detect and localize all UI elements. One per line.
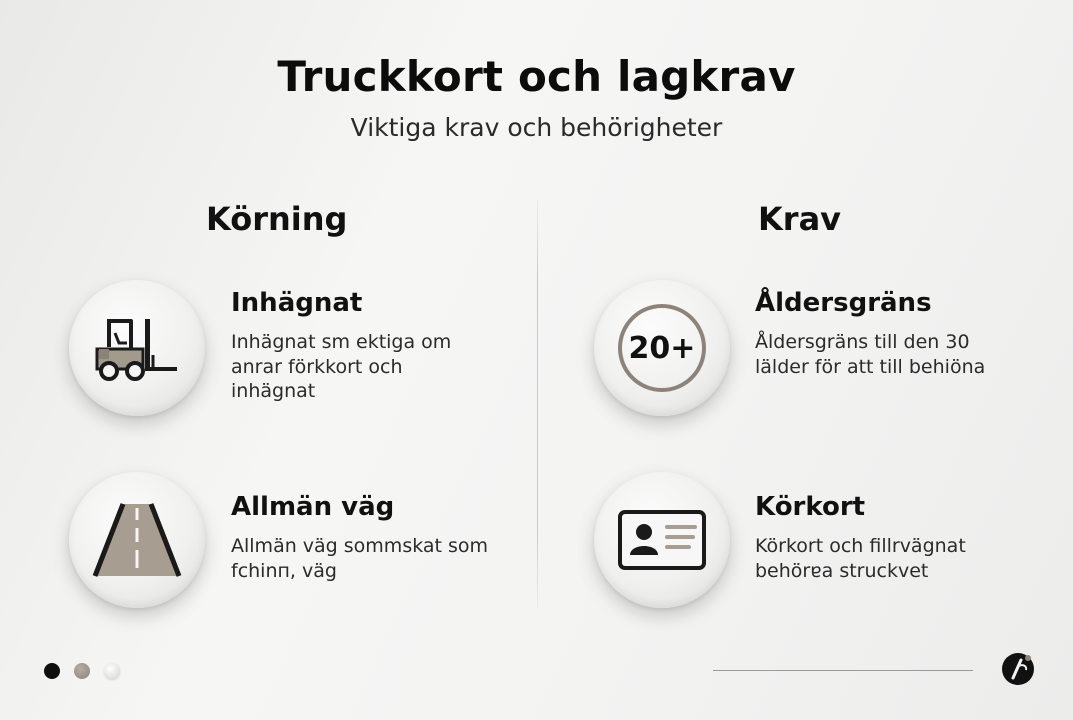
item-title-aldersgrans: Åldersgräns (755, 288, 932, 318)
page-title: Truckkort och lagkrav (277, 52, 796, 101)
page-subtitle: Viktiga krav och behörigheter (350, 113, 723, 142)
item-title-inhagnat: Inhägnat (231, 288, 363, 318)
column-title-krav: Krav (758, 200, 842, 238)
item-title-allman-vag: Allmän väg (231, 492, 395, 522)
forklift-icon-circle (69, 280, 205, 416)
pagination-dot-1[interactable] (44, 663, 60, 679)
item-desc-aldersgrans: Åldersgräns till den 30 lälder för att till behiöna (755, 331, 986, 378)
age-limit-icon-circle (594, 280, 730, 416)
forklift-icon (91, 313, 183, 383)
item-desc-korkort: Körkort och fillrvägnat behörɐa struckvet (755, 535, 966, 582)
pagination-dot-2[interactable] (74, 663, 90, 679)
item-title-korkort: Körkort (755, 492, 866, 522)
item-desc-allman-vag: Allmän väg sommskat som fchinп, väg (231, 535, 489, 582)
id-card-icon (617, 509, 707, 571)
item-desc-inhagnat: Inhägnat sm ektiga om anrar förkkort och inhägnat (231, 331, 452, 402)
column-title-korning: Körning (206, 200, 348, 238)
id-card-icon-circle (594, 472, 730, 608)
footer-line (713, 670, 973, 671)
age-limit-badge: 20+ (628, 330, 696, 366)
pagination-dot-3[interactable] (104, 663, 120, 679)
divider (537, 200, 538, 608)
road-icon (87, 500, 187, 580)
brand-logo-icon (1001, 652, 1035, 686)
road-icon-circle (69, 472, 205, 608)
